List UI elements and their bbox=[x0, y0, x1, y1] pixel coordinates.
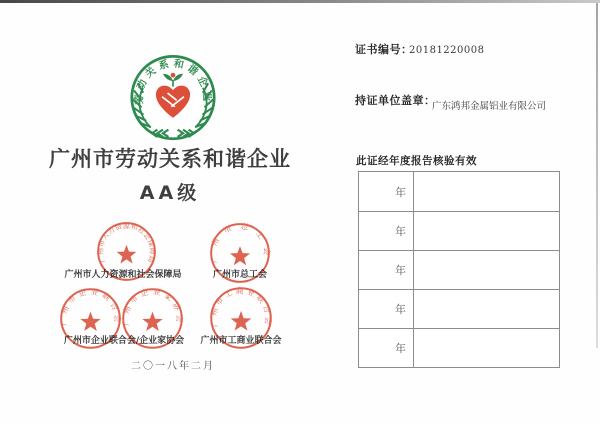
seal-text: 广州市企业家协会 bbox=[121, 287, 184, 327]
issuer-label-hr-bureau: 广州市人力资源和社会保障局 bbox=[64, 270, 182, 280]
verification-cell bbox=[414, 172, 559, 211]
official-seal-hr-bureau-icon bbox=[96, 221, 157, 282]
issuer-label-trade-union: 广州市总工会 bbox=[212, 270, 267, 280]
cert-number-value: 20181220008 bbox=[409, 45, 485, 56]
issue-date: 二〇一八年二月 bbox=[131, 361, 215, 372]
scan-right-edge bbox=[596, 3, 598, 348]
seal-text: 广州市人力资源和社会保障局 bbox=[96, 221, 157, 265]
star-icon bbox=[230, 246, 250, 265]
annual-verification-table bbox=[358, 171, 560, 368]
official-seal-entrepreneurs-assoc-icon bbox=[121, 287, 184, 350]
year-cell: 年 bbox=[359, 289, 414, 328]
year-cell: 年 bbox=[359, 211, 414, 250]
emblem-arc-text: 劳动关系和谐企业 bbox=[134, 58, 212, 105]
certificate-title: 广州市劳动关系和谐企业 bbox=[49, 147, 291, 171]
star-icon bbox=[231, 311, 252, 331]
verification-cell bbox=[414, 250, 559, 289]
year-cell: 年 bbox=[359, 250, 414, 289]
official-seal-enterprise-federation-icon bbox=[59, 287, 122, 350]
issuer-label-industry-commerce: 广州市工商业联合会 bbox=[200, 336, 282, 346]
official-seal-trade-union-icon bbox=[209, 222, 271, 284]
seal-text: 广州市总工会 bbox=[209, 222, 271, 264]
holder-seal-label: 持证单位盖章： bbox=[355, 94, 436, 107]
verification-cell bbox=[414, 328, 559, 367]
verification-cell bbox=[414, 289, 559, 328]
certificate-grade: AA级 bbox=[139, 182, 201, 204]
year-cell: 年 bbox=[359, 172, 414, 211]
issuer-label-enterprise-assoc: 广州市企业联合会/企业家协会 bbox=[63, 336, 185, 346]
star-icon bbox=[117, 245, 137, 264]
verification-cell bbox=[414, 211, 559, 250]
star-icon bbox=[142, 312, 162, 331]
star-icon bbox=[80, 312, 100, 331]
year-cell: 年 bbox=[359, 328, 414, 367]
holder-company-name: 广东鸿邦金属铝业有限公司 bbox=[432, 101, 547, 112]
seal-text: 广州市工商业联合会 bbox=[209, 286, 273, 328]
harmony-emblem-icon bbox=[127, 50, 219, 147]
official-seal-industry-commerce-icon bbox=[209, 286, 273, 350]
scan-top-edge bbox=[0, 0, 600, 3]
validity-note: 此证经年度报告核验有效 bbox=[356, 155, 477, 167]
seal-text: 广州市企业联合会 bbox=[59, 287, 122, 327]
cert-number-label: 证书编号： bbox=[355, 43, 413, 56]
